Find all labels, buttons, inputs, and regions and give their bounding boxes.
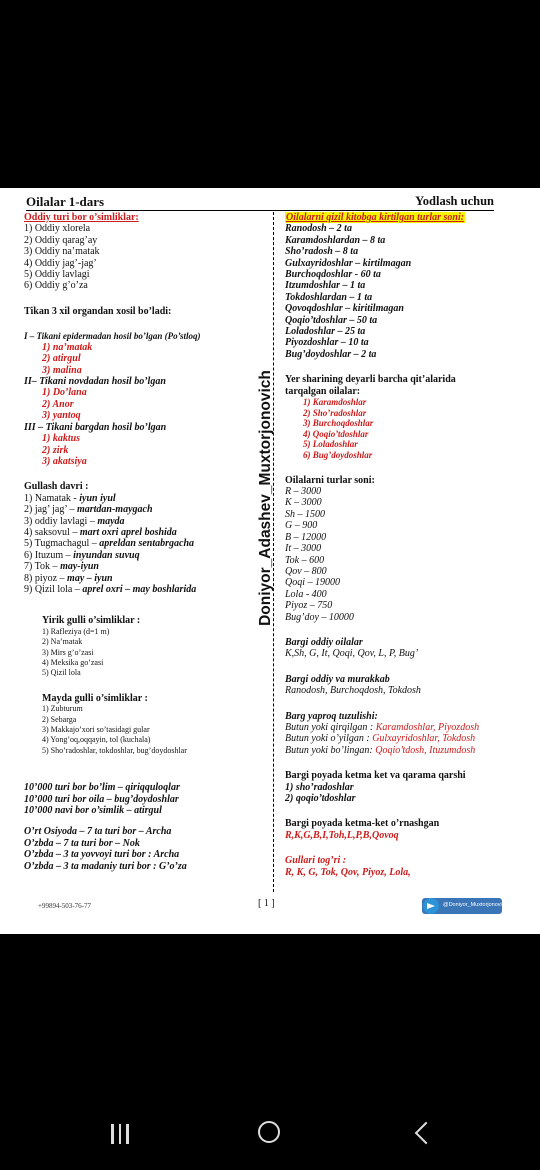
- home-icon[interactable]: [258, 1121, 280, 1143]
- list-item: Tokdoshlardan – 1 ta: [285, 291, 373, 303]
- big-flowers-title: Yirik gulli o’simliklar :: [42, 615, 141, 627]
- telegram-handle: @Doniyor_Muxtorjonovich: [443, 902, 508, 908]
- list-item: 4) Meksika go’zasi: [42, 658, 104, 667]
- list-item: 4) Oddiy jag’-jag’: [24, 257, 97, 269]
- list-item: 1) Karamdoshlar: [303, 397, 367, 408]
- count-list: [285, 486, 517, 623]
- list-item: O’rt Osiyoda – 7 ta turi bor – Archa: [24, 826, 172, 838]
- list-item: 2) jag’ jag’ – martdan-maygach: [24, 504, 153, 516]
- list-item: 5) Oddiy lavlagi: [24, 269, 90, 281]
- list-item: 10’000 turi bor bo’lim – qiriqquloqlar: [24, 782, 180, 794]
- list-item: 1) na’matak: [42, 341, 93, 353]
- list-item: G – 900: [285, 520, 318, 532]
- list-item: 1) Do’lana: [42, 387, 87, 399]
- footer-phone: +99894-503-76-77: [38, 902, 91, 910]
- list-item: K – 3000: [285, 497, 322, 509]
- list-item: 5) Sho’radoshlar, tokdoshlar, bug’doydoshlar: [42, 745, 187, 755]
- back-icon[interactable]: [415, 1122, 438, 1145]
- list-item: Butun yoki bo’lingan: Qoqio’tdosh, Ituzumdosh: [285, 744, 476, 756]
- page-number: [ 1 ]: [258, 898, 275, 909]
- list-item: 9) Qizil lola – aprel oxri – may boshlarida: [24, 583, 197, 595]
- list-item: Ranodosh – 2 ta: [285, 223, 352, 235]
- list-item: 3) Mirs g’o’zasi: [42, 647, 94, 657]
- list-item: 10’000 turi bor oila – bug’doydoshlar: [24, 793, 179, 805]
- list-item: 4) saksovul – mart oxri aprel boshida: [24, 526, 177, 538]
- simple-leaf-title: Bargi oddiy oilalar: [285, 636, 363, 648]
- page-header: [26, 194, 494, 211]
- small-flowers-title: Mayda gulli o’simliklar :: [42, 692, 148, 704]
- watermark: Doniyor_Adashev_Muxtorjonovich: [257, 370, 274, 626]
- simple-title: Oddiy turi bor o’simliklar:: [24, 212, 139, 223]
- list-item: 2) Sho’radoshlar: [303, 407, 367, 418]
- mixed-leaf-title: Bargi oddiy va murakkab: [285, 673, 390, 685]
- alternate-list: [285, 782, 517, 805]
- list-item: 6) Ituzum – inyundan suvuq: [24, 549, 140, 561]
- red-book-list: [285, 223, 517, 360]
- list-item: 5) Qizil lola: [42, 668, 81, 678]
- list-item: Butun yoki o’yilgan : Gulxayridoshlar, Tokdosh: [285, 733, 476, 745]
- sequence-title: Bargi poyada ketma-ket o’rnashgan: [285, 818, 440, 830]
- header-right-title: Yodlash uchun: [415, 194, 494, 208]
- list-item: 6) Bug’doydoshlar: [303, 450, 373, 461]
- mixed-leaf-text: Ranodosh, Burchoqdosh, Tokdosh: [285, 685, 421, 697]
- list-item: Itzumdoshlar – 1 ta: [285, 280, 366, 292]
- list-item: Piyozdoshlar – 10 ta: [285, 337, 369, 349]
- list-item: 1) Namatak - iyun iyul: [24, 492, 116, 504]
- leaf-structure-title: Barg yaproq tuzulishi:: [285, 710, 378, 722]
- symmetry-text: R, K, G, Tok, Qov, Piyoz, Lola,: [285, 866, 411, 878]
- list-item: 8) piyoz – may – iyun: [24, 572, 113, 584]
- list-item: 4) Yong’oq,oqqayin, tol (kuchala): [42, 735, 151, 745]
- document-page: [0, 188, 540, 934]
- list-item: 2) zirk: [42, 444, 69, 456]
- left-column: [24, 212, 252, 872]
- leaf-structure-list: [285, 722, 517, 756]
- right-column: [285, 212, 517, 878]
- simple-leaf-text: K,Sh, G, It, Qoqi, Qov, L, P, Bug’: [285, 648, 419, 660]
- list-item: Lola - 400: [285, 588, 327, 600]
- list-item: Sho’radosh – 8 ta: [285, 246, 359, 258]
- count-title: Oilalarni turlar soni:: [285, 474, 375, 486]
- list-item: Tok – 600: [285, 554, 325, 566]
- list-item: 3) Makkajo’xori so’tasidagi gular: [42, 725, 150, 735]
- list-item: O’zbda – 7 ta turi bor – Nok: [24, 837, 140, 849]
- list-item: 7) Tok – may-iyun: [24, 561, 99, 573]
- list-item: B – 12000: [285, 531, 327, 543]
- list-item: 5) Loladoshlar: [303, 439, 358, 450]
- list-item: Qoqio’tdoshlar – 50 ta: [285, 314, 378, 326]
- list-item: Butun yoki qirqilgan : Karamdoshlar, Piyozdosh: [285, 721, 480, 733]
- list-item: R – 3000: [285, 486, 322, 498]
- list-item: Piyoz – 750: [285, 600, 333, 612]
- list-item: 1) sho’radoshlar: [285, 781, 354, 793]
- list-item: 1) Zubturum: [42, 704, 83, 714]
- list-item: 2) Oddiy qarag’ay: [24, 234, 98, 246]
- header-left-title: Oilalar 1-dars: [26, 194, 105, 209]
- list-item: 4) Qoqio’tdoshlar: [303, 428, 369, 439]
- recent-apps-icon[interactable]: [111, 1124, 134, 1149]
- list-item: Bug’doy – 10000: [285, 611, 354, 623]
- thorn-2-title: II– Tikani novdadan hosil bo’lgan: [24, 376, 166, 388]
- list-item: 6) Oddiy g’o’za: [24, 280, 88, 292]
- list-item: 3) oddiy lavlagi – mayda: [24, 515, 125, 527]
- thorn-1-title: I – Tikani epidermadan hosil bo’lgan (Po’stloq): [24, 331, 201, 342]
- list-item: 3) yantoq: [42, 410, 81, 422]
- list-item: Burchoqdoshlar - 60 ta: [285, 269, 381, 281]
- telegram-icon: [423, 898, 439, 914]
- list-item: 2) Anor: [42, 398, 74, 410]
- asia-list: [24, 826, 252, 872]
- simple-list: [24, 223, 252, 291]
- list-item: 2) Sebarga: [42, 714, 77, 724]
- list-item: 1) Rafleziya (d=1 m): [42, 626, 110, 636]
- list-item: Sh – 1500: [285, 508, 325, 520]
- list-item: 10’000 navi bor o’simlik – atirgul: [24, 805, 162, 817]
- alternate-title: Bargi poyada ketma ket va qarama qarshi: [285, 770, 466, 782]
- facts-list: [24, 782, 252, 816]
- list-item: 1) kaktus: [42, 433, 81, 445]
- list-item: Loladoshlar – 25 ta: [285, 326, 366, 338]
- list-item: 2) qoqio’tdoshlar: [285, 793, 356, 804]
- spread-list: [285, 397, 517, 461]
- red-book-title: Oilalarni qizil kitobga kirtilgan turlar soni:: [286, 212, 465, 223]
- list-item: 5) Tugmachagul – apreldan sentabrgacha: [24, 538, 195, 550]
- list-item: 2) atirgul: [42, 353, 81, 365]
- list-item: Qov – 800: [285, 565, 327, 577]
- symmetry-title: Gullari tog’ri :: [285, 855, 347, 867]
- list-item: O’zbda – 3 ta madaniy turi bor : G’o’za: [24, 860, 187, 872]
- telegram-badge[interactable]: [422, 898, 508, 914]
- thorn-title: Tikan 3 xil organdan xosil bo’ladi:: [24, 305, 172, 317]
- bloom-title: Gullash davri :: [24, 481, 89, 493]
- list-item: 1) Oddiy xlorela: [24, 223, 91, 235]
- list-item: Karamdoshlardan – 8 ta: [285, 234, 386, 246]
- list-item: 2) Na’matak: [42, 637, 83, 647]
- list-item: It – 3000: [285, 543, 322, 555]
- thorn-3-title: III – Tikani bargdan hosil bo’lgan: [24, 421, 167, 433]
- bloom-list: [24, 493, 252, 596]
- list-item: Qoqi – 19000: [285, 577, 340, 589]
- spread-title: Yer sharining deyarli barcha qit’alarida tarqalgan oilalar:: [285, 374, 456, 397]
- list-item: O’zbda – 3 ta yovvoyi turi bor : Archa: [24, 849, 180, 861]
- list-item: Gulxayridoshlar – kirtilmagan: [285, 257, 412, 269]
- list-item: 3) Oddiy na’matak: [24, 246, 100, 258]
- list-item: Qovoqdoshlar – kiritilmagan: [285, 303, 404, 315]
- list-item: Bug’doydoshlar – 2 ta: [285, 348, 377, 360]
- list-item: 3) malina: [42, 364, 82, 376]
- list-item: 3) Burchoqdoshlar: [303, 418, 374, 429]
- sequence-text: R,K,G,B,I,Toh,L,P,B,Qovoq: [285, 829, 399, 841]
- list-item: 3) akatsiya: [42, 455, 87, 467]
